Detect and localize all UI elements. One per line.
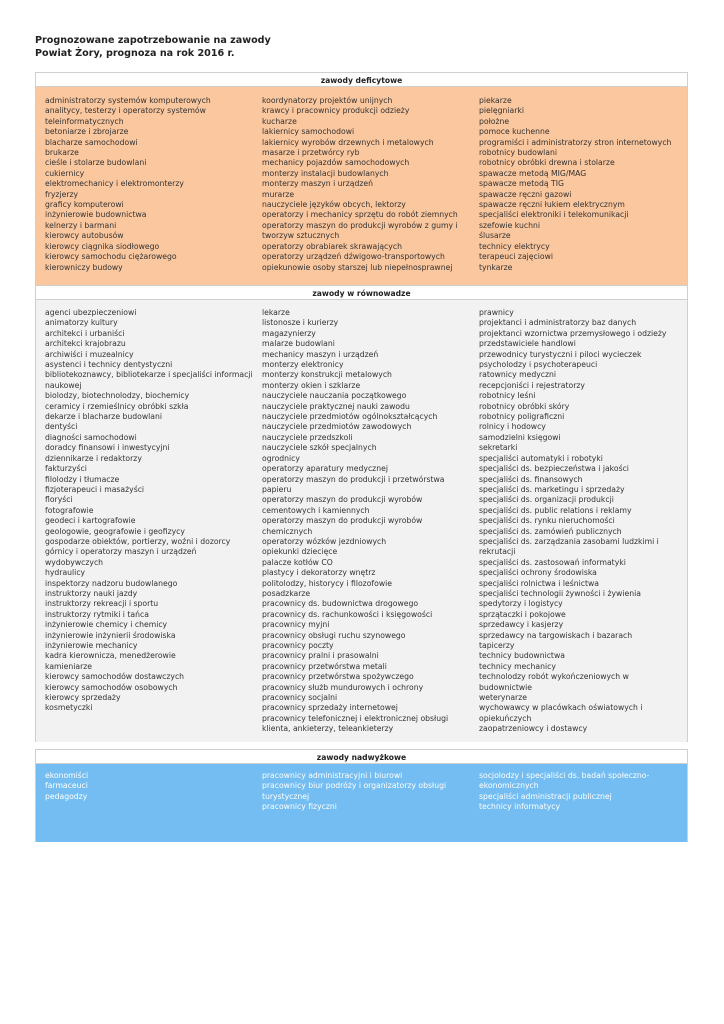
occupation-item: operatorzy maszyn do produkcji wyrobów chemicznych — [262, 516, 423, 536]
occupation-item: blacharze samochodowi — [45, 137, 138, 147]
occupation-item: plastycy i dekoratorzy wnętrz — [262, 568, 376, 578]
occupation-item: betoniarze i zbrojarze — [45, 127, 129, 137]
occupation-item: kierowcy ciągnika siodłowego — [45, 241, 160, 251]
occupation-item: fotografowie — [45, 505, 94, 515]
occupation-item: malarze budowlani — [262, 339, 335, 349]
occupation-item: pracownicy administracyjni i biurowi — [262, 771, 403, 780]
occupation-item: specjaliści ds. zastosowań informatyki — [479, 557, 626, 567]
occupation-item: doradcy finansowi i inwestycyjni — [45, 443, 170, 453]
occupation-item: fakturzyści — [45, 464, 87, 474]
occupation-item: wychowawcy w placówkach oświatowych i opiekuńczych — [479, 703, 643, 723]
occupation-item: socjolodzy i specjaliści ds. badań społeczno-ekonomicznych — [479, 771, 650, 791]
occupation-item: tapicerzy — [479, 641, 515, 650]
occupation-item: posadzkarze — [262, 588, 311, 598]
occupation-item: operatorzy i mechanicy sprzętu do robót ziemnych — [262, 210, 458, 220]
occupation-item: tynkarze — [479, 262, 513, 272]
occupation-item: masarze i przetwórcy ryb — [262, 148, 360, 158]
occupation-item: kierowniczy budowy — [45, 262, 123, 272]
occupation-item: palacze kotłów CO — [262, 557, 333, 567]
occupation-item: robotnicy leśni — [479, 391, 536, 401]
occupation-item: prawnicy — [479, 308, 514, 317]
occupation-item: elektromechanicy i elektromonterzy — [45, 179, 184, 189]
occupation-item: fryzjerzy — [45, 189, 79, 199]
occupation-item: sprzedawcy na targowiskach i bazarach — [479, 630, 633, 640]
occupation-item: inżynierowie mechanicy — [45, 641, 138, 650]
occupation-item: spawacze metodą TIG — [479, 179, 564, 189]
occupation-item: specjaliści technologii żywności i żywienia — [479, 588, 641, 598]
occupation-item: sekretarki — [479, 443, 518, 453]
occupation-item: specjaliści administracji publicznej — [479, 791, 612, 801]
occupation-item: specjaliści ds. rynku nieruchomości — [479, 516, 615, 526]
occupation-item: przedstawiciele handlowi — [479, 339, 576, 349]
occupation-item: robotnicy obróbki skóry — [479, 401, 570, 411]
occupation-item: asystenci i technicy dentystyczni — [45, 360, 173, 370]
surplus-body — [36, 764, 687, 842]
occupation-item: administratorzy systemów komputerowych — [45, 96, 211, 105]
occupation-item: koordynatorzy projektów unijnych — [262, 96, 393, 105]
occupation-item: dentyści — [45, 422, 78, 432]
occupation-item: robotnicy obróbki drewna i stolarze — [479, 158, 615, 168]
title-line-1: Prognozowane zapotrzebowanie na zawody — [35, 35, 271, 46]
occupation-item: pracownicy telefonicznej i elektronicznej obsługi klienta, ankieterzy, teleankieterzy — [262, 713, 449, 734]
occupation-item: murarze — [262, 189, 295, 199]
occupation-item: pracownicy służb mundurowych i ochrony — [262, 682, 424, 692]
occupation-item: specjaliści ds. zarządzania zasobami ludzkimi i rekrutacji — [479, 536, 659, 557]
occupation-item: inżynierowie budownictwa — [45, 210, 147, 220]
occupation-item: technicy budownictwa — [479, 651, 565, 661]
occupation-item: agenci ubezpieczeniowi — [45, 308, 137, 317]
occupation-item: terapeuci zajęciowi — [479, 252, 554, 262]
occupation-item: sprzątaczki i pokojowe — [479, 609, 566, 619]
occupation-item: nauczyciele praktycznej nauki zawodu — [262, 401, 410, 411]
occupation-item: kamieniarze — [45, 661, 93, 671]
deficit-body — [36, 87, 687, 285]
surplus-section — [35, 749, 688, 842]
occupation-item: mechanicy pojazdów samochodowych — [262, 158, 410, 168]
occupation-item: nauczyciele nauczania początkowego — [262, 391, 407, 401]
occupation-item: spawacze ręczni gazowi — [479, 189, 572, 199]
occupation-item: diagności samochodowi — [45, 432, 137, 442]
occupation-item: technolodzy robót wykończeniowych w budownictwie — [479, 672, 629, 692]
occupation-item: pracownicy ds. budownictwa drogowego — [262, 599, 419, 609]
occupation-item: monterzy okien i szklarze — [262, 380, 361, 390]
occupation-item: przewodnicy turystyczni i piloci wycieczek — [479, 349, 642, 359]
balance-body — [36, 300, 687, 742]
occupation-item: pracownicy socjalni — [262, 693, 338, 703]
balance-section — [35, 285, 688, 742]
occupation-item: samodzielni księgowi — [479, 432, 561, 442]
occupation-item: pracownicy sprzedaży internetowej — [262, 703, 398, 713]
occupation-item: monterzy maszyn i urządzeń — [262, 179, 373, 189]
occupation-item: robotnicy budowlani — [479, 148, 557, 158]
occupation-item: instruktorzy rytmiki i tańca — [45, 609, 149, 619]
occupation-item: piekarze — [479, 96, 512, 105]
occupation-item: kucharze — [262, 116, 297, 126]
occupation-item: ratownicy medyczni — [479, 370, 557, 380]
occupation-item: operatorzy obrabiarek skrawających — [262, 241, 402, 251]
occupation-item: projektanci wzornictwa przemysłowego i odzieży — [479, 328, 667, 338]
occupation-item: zaopatrzeniowcy i dostawcy — [479, 724, 588, 734]
occupation-item: spedytorzy i logistycy — [479, 599, 563, 609]
surplus-col-1 — [36, 771, 253, 842]
occupation-item: opiekunki dziecięce — [262, 547, 338, 557]
occupation-item: gospodarze obiektów, portierzy, woźni i dozorcy — [45, 536, 231, 546]
occupation-item: cukiernicy — [45, 168, 85, 178]
occupation-item: architekci i urbaniści — [45, 328, 125, 338]
occupation-item: nauczyciele języków obcych, lektorzy — [262, 200, 406, 210]
occupation-item: floryści — [45, 495, 73, 505]
occupation-item: kelnerzy i barmani — [45, 220, 117, 230]
occupation-item: inżynierowie chemicy i chemicy — [45, 620, 168, 630]
occupation-item: projektanci i administratorzy baz danych — [479, 318, 637, 328]
occupation-item: rolnicy i hodowcy — [479, 422, 546, 432]
occupation-item: analitycy, testerzy i operatorzy systemów teleinformatycznych — [45, 106, 206, 126]
occupation-item: kosmetyczki — [45, 703, 93, 713]
occupation-item: pracownicy obsługi ruchu szynowego — [262, 630, 406, 640]
occupation-item: spawacze ręczni łukiem elektrycznym — [479, 200, 625, 210]
occupation-item: biolodzy, biotechnolodzy, biochemicy — [45, 391, 190, 401]
occupation-item: kierowcy samochodów osobowych — [45, 682, 178, 692]
deficit-col-1 — [36, 96, 253, 285]
balance-col-2 — [253, 308, 470, 742]
occupation-item: pracownicy przetwórstwa spożywczego — [262, 672, 414, 682]
occupation-item: programiści i administratorzy stron internetowych — [479, 137, 672, 147]
balance-col-1 — [36, 308, 253, 742]
occupation-item: inspektorzy nadzoru budowlanego — [45, 578, 178, 588]
occupation-item: nauczyciele przedmiotów zawodowych — [262, 422, 412, 432]
occupation-item: recepcjoniści i rejestratorzy — [479, 380, 585, 390]
occupation-item: kierowcy samochodów dostawczych — [45, 672, 185, 682]
occupation-item: sprzedawcy i kasjerzy — [479, 620, 564, 630]
occupation-item: lakiernicy samochodowi — [262, 127, 355, 137]
occupation-item: operatorzy wózków jezdniowych — [262, 536, 387, 546]
occupation-item: nauczyciele szkół specjalnych — [262, 443, 377, 453]
occupation-item: pracownicy myjni — [262, 620, 330, 630]
occupation-item: operatorzy aparatury medycznej — [262, 464, 388, 474]
occupation-item: cieśle i stolarze budowlani — [45, 158, 147, 168]
occupation-item: specjaliści rolnictwa i leśnictwa — [479, 578, 599, 588]
occupation-item: pielęgniarki — [479, 106, 524, 116]
occupation-item: operatorzy maszyn do produkcji i przetwórstwa papieru — [262, 474, 445, 494]
occupation-item: specjaliści ochrony środowiska — [479, 568, 597, 578]
occupation-item: bibliotekoznawcy, bibliotekarze i specjaliści informacji naukowej — [45, 370, 253, 390]
occupation-item: instruktorzy rekreacji i sportu — [45, 599, 159, 609]
deficit-section — [35, 72, 688, 285]
occupation-item: politolodzy, historycy i filozofowie — [262, 578, 392, 588]
occupation-item: archiwiści i muzealnicy — [45, 349, 134, 359]
occupation-item: psycholodzy i psychoterapeuci — [479, 360, 598, 370]
occupation-item: graficy komputerowi — [45, 200, 124, 210]
occupation-item: pracownicy pralni i prasowalni — [262, 651, 379, 661]
occupation-item: specjaliści ds. zamówień publicznych — [479, 526, 622, 536]
occupation-item: robotnicy poligraficzni — [479, 412, 565, 422]
occupation-item: weterynarze — [479, 693, 527, 703]
occupation-item: specjaliści ds. marketingu i sprzedaży — [479, 484, 625, 494]
occupation-item: pracownicy poczty — [262, 641, 334, 650]
occupation-item: pracownicy przetwórstwa metali — [262, 661, 387, 671]
page-title — [35, 35, 271, 60]
deficit-col-3 — [470, 96, 687, 285]
occupation-item: spawacze metodą MIG/MAG — [479, 168, 587, 178]
title-line-2: Powiat Żory, prognoza na rok 2016 r. — [35, 47, 235, 59]
occupation-item: pomoce kuchenne — [479, 127, 550, 137]
occupation-item: instruktorzy nauki jazdy — [45, 588, 138, 598]
occupation-item: operatorzy maszyn do produkcji wyrobów cementowych i kamiennych — [262, 495, 423, 515]
occupation-item: pracownicy fizyczni — [262, 802, 337, 812]
occupation-item: operatorzy maszyn do produkcji wyrobów z gumy i tworzyw sztucznych — [262, 220, 458, 241]
occupation-item: technicy informatycy — [479, 802, 561, 812]
occupation-item: kierowcy samochodu ciężarowego — [45, 252, 177, 262]
occupation-item: operatorzy urządzeń dźwigowo-transportowych — [262, 252, 445, 262]
surplus-col-2 — [253, 771, 470, 842]
occupation-item: monterzy konstrukcji metalowych — [262, 370, 392, 380]
occupation-item: animatorzy kultury — [45, 318, 118, 328]
occupation-item: hydraulicy — [45, 568, 86, 578]
occupation-item: inżynierowie inżynierii środowiska — [45, 630, 176, 640]
balance-col-3 — [470, 308, 687, 742]
occupation-item: ogrodnicy — [262, 453, 300, 463]
occupation-item: technicy elektrycy — [479, 241, 550, 251]
surplus-col-3 — [470, 771, 687, 842]
deficit-col-2 — [253, 96, 470, 285]
occupation-item: opiekunowie osoby starszej lub niepełnosprawnej — [262, 262, 453, 272]
occupation-item: farmaceuci — [45, 781, 88, 791]
occupation-item: listonosze i kurierzy — [262, 318, 339, 328]
occupation-item: mechanicy maszyn i urządzeń — [262, 349, 379, 359]
occupation-item: lekarze — [262, 308, 290, 317]
balance-header: zawody w równowadze — [36, 285, 687, 300]
occupation-item: specjaliści elektroniki i telekomunikacji — [479, 210, 629, 220]
occupation-item: specjaliści ds. finansowych — [479, 474, 583, 484]
occupation-item: brukarze — [45, 148, 79, 158]
occupation-item: ceramicy i rzemieślnicy obróbki szkła — [45, 401, 189, 411]
occupation-item: fizjoterapeuci i masażyści — [45, 484, 145, 494]
occupation-item: pracownicy ds. rachunkowości i księgowości — [262, 609, 433, 619]
occupation-item: specjaliści ds. organizacji produkcji — [479, 495, 614, 505]
occupation-item: nauczyciele przedszkoli — [262, 432, 353, 442]
occupation-item: kierowcy autobusów — [45, 231, 124, 241]
occupation-item: szefowie kuchni — [479, 220, 540, 230]
occupation-item: specjaliści ds. public relations i reklamy — [479, 505, 632, 515]
occupation-item: lakiernicy wyrobów drzewnych i metalowych — [262, 137, 434, 147]
deficit-header: zawody deficytowe — [36, 72, 687, 87]
occupation-item: specjaliści ds. bezpieczeństwa i jakości — [479, 464, 629, 474]
occupation-item: ślusarze — [479, 231, 511, 241]
occupation-item: górnicy i operatorzy maszyn i urządzeń wydobywczych — [45, 547, 197, 567]
occupation-item: geodeci i kartografowie — [45, 516, 136, 526]
occupation-item: pedagodzy — [45, 791, 88, 801]
occupation-item: technicy mechanicy — [479, 661, 556, 671]
occupation-item: kadra kierownicza, menedżerowie — [45, 651, 176, 661]
occupation-item: monterzy elektronicy — [262, 360, 344, 370]
occupation-item: architekci krajobrazu — [45, 339, 126, 349]
occupation-item: geologowie, geografowie i geofizycy — [45, 526, 185, 536]
occupation-item: położne — [479, 116, 510, 126]
surplus-header: zawody nadwyżkowe — [36, 749, 687, 764]
occupation-item: filolodzy i tłumacze — [45, 474, 120, 484]
occupation-item: dekarze i blacharze budowlani — [45, 412, 162, 422]
occupation-item: nauczyciele przedmiotów ogólnokształcących — [262, 412, 438, 422]
occupation-item: krawcy i pracownicy produkcji odzieży — [262, 106, 410, 116]
occupation-item: kierowcy sprzedaży — [45, 693, 121, 703]
occupation-item: ekonomiści — [45, 771, 89, 780]
occupation-item: specjaliści automatyki i robotyki — [479, 453, 603, 463]
occupation-item: magazynierzy — [262, 328, 316, 338]
occupation-item: dziennikarze i redaktorzy — [45, 453, 142, 463]
occupation-item: pracownicy biur podróży i organizatorzy obsługi turystycznej — [262, 781, 447, 801]
occupation-item: monterzy instalacji budowlanych — [262, 168, 389, 178]
